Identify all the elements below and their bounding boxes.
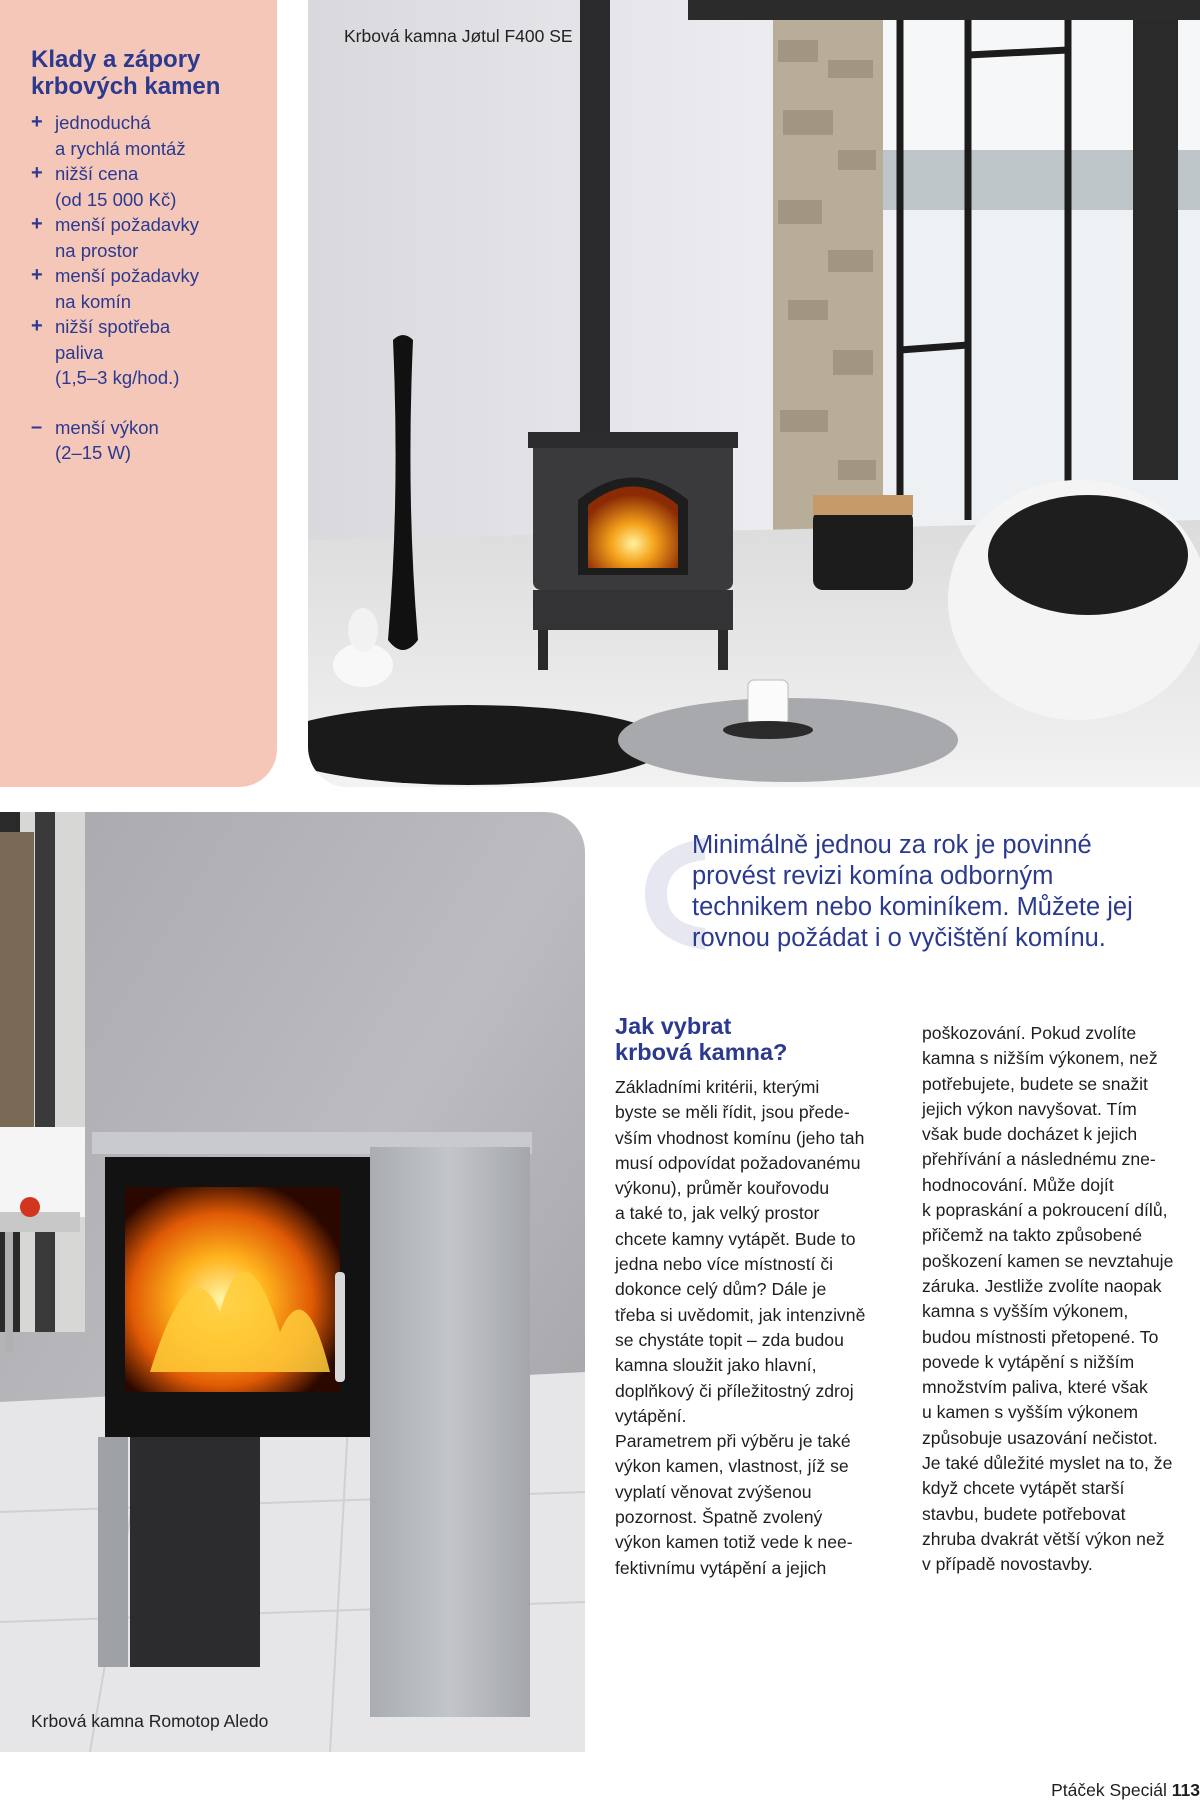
pro-line: (od 15 000 Kč) (55, 188, 177, 210)
article-line: vyplatí věnovat zvýšenou (615, 1481, 812, 1502)
article-line: byste se měli řídit, jsou přede- (615, 1102, 850, 1123)
article-column-1 (615, 1013, 905, 1581)
article-line: výkon kamen totiž vede k nee- (615, 1532, 853, 1553)
article-line: v případě novostavby. (922, 1554, 1093, 1575)
photo-romotop-stove (0, 812, 585, 1752)
pro-item (31, 212, 257, 263)
article-line: poškozování. Pokud zvolíte (922, 1023, 1137, 1043)
pros-list (31, 110, 257, 391)
pro-line: nižší spotřeba (55, 316, 171, 337)
article-line: výkonu), průměr kouřovodu (615, 1178, 830, 1199)
article-line: jedna nebo více místností či (615, 1254, 834, 1275)
plus-icon: + (31, 162, 43, 184)
con-item (31, 415, 257, 466)
quote-line: Minimálně jednou za rok je povinné (692, 831, 1092, 859)
sidebar-title-line1: Klady a zápory (31, 46, 201, 73)
article-line: poškození kamen se nevztahuje (922, 1250, 1174, 1271)
pro-line: (1,5–3 kg/hod.) (55, 367, 180, 388)
plus-icon: + (31, 264, 43, 286)
article-line: výkon kamen, vlastnost, jíž se (615, 1456, 849, 1477)
sidebar-title (31, 46, 257, 100)
quote-line: provést revizi komína odborným (692, 862, 1054, 890)
article-line: kamna s nižším výkonem, než (922, 1048, 1158, 1069)
article-line: způsobuje usazování nečistot. (922, 1427, 1158, 1448)
con-line: menší výkon (55, 416, 159, 438)
article-line: přehřívání a následnému zne- (922, 1149, 1156, 1170)
pro-line: menší požadavky (55, 265, 199, 286)
photo-jotul-stove (308, 0, 1200, 787)
article-line: vytápění. (615, 1405, 687, 1426)
article-line: u kamen s vyšším výkonem (922, 1402, 1139, 1423)
pros-cons-sidebar (0, 0, 277, 787)
romotop-illustration (0, 812, 585, 1752)
pro-line: na komín (55, 290, 132, 312)
article-line: kamna sloužit jako hlavní, (615, 1355, 817, 1376)
stove-room-illustration (308, 0, 1200, 787)
pro-line: na prostor (55, 239, 139, 261)
page-footer (1051, 1780, 1200, 1801)
pro-item (31, 110, 257, 161)
article-line: pozornost. Špatně zvolený (615, 1507, 823, 1528)
article-line: třeba si uvědomit, jak intenzivně (615, 1304, 866, 1325)
article-line: fektivnímu vytápění a jejich (615, 1557, 827, 1578)
article-text-col1 (615, 1075, 905, 1581)
article-title-line1: Jak vybrat (615, 1013, 732, 1039)
quote-line: rovnou požádat i o vyčištění komínu. (692, 924, 1106, 952)
pro-item (31, 161, 257, 212)
photo2-caption: Krbová kamna Romotop Aledo (31, 1711, 269, 1731)
article-line: jejich výkon navyšovat. Tím (922, 1098, 1137, 1119)
pull-quote (692, 830, 1192, 954)
article-line: dokonce celý dům? Dále je (615, 1279, 827, 1300)
sidebar-title-line2: krbových kamen (31, 73, 221, 100)
article-line: musí odpovídat požadovanému (615, 1152, 861, 1173)
article-line: přičemž na takto způsobené (922, 1225, 1143, 1246)
article-line: Je také důležité myslet na to, že (922, 1453, 1173, 1474)
article-line: se chystáte topit – zda budou (615, 1329, 844, 1350)
article-line: kamna s vyšším výkonem, (922, 1301, 1129, 1322)
pro-line: menší požadavky (55, 214, 199, 235)
minus-icon: – (31, 415, 43, 438)
article-line: Parametrem při výběru je také (615, 1431, 851, 1452)
article-line: chcete kamny vytápět. Bude to (615, 1228, 856, 1249)
article-line: však bude docházet k jejich (922, 1124, 1138, 1145)
article-line: záruka. Jestliže zvolíte naopak (922, 1275, 1162, 1296)
plus-icon: + (31, 111, 43, 133)
article-line: hodnocování. Může dojít (922, 1174, 1114, 1195)
plus-icon: + (31, 315, 43, 337)
article-line: k popraskání a pokroucení dílů, (922, 1200, 1168, 1221)
pro-line: a rychlá montáž (55, 137, 186, 159)
article-column-2 (922, 1021, 1200, 1578)
quote-line: technikem nebo kominíkem. Můžete jej (692, 893, 1133, 921)
pro-line: nižší cena (55, 163, 139, 184)
page-number: 113 (1171, 1780, 1200, 1800)
article-line: když chcete vytápět starší (922, 1478, 1125, 1499)
article-line: budou místnosti přetopené. To (922, 1326, 1159, 1347)
article-text-col2 (922, 1021, 1200, 1578)
pro-line: jednoduchá (55, 112, 151, 133)
plus-icon: + (31, 213, 43, 235)
publication-name: Ptáček Speciál (1051, 1780, 1167, 1800)
article-line: množstvím paliva, které však (922, 1377, 1148, 1398)
article-line: doplňkový či příležitostný zdroj (615, 1380, 854, 1401)
pro-item (31, 263, 257, 314)
article-title-line2: krbová kamna? (615, 1039, 788, 1065)
cons-list (31, 415, 257, 466)
article-title (615, 1013, 905, 1065)
photo1-caption: Krbová kamna Jøtul F400 SE (344, 26, 573, 46)
article-line: Základními kritérii, kterými (615, 1077, 820, 1097)
con-line: (2–15 W) (55, 442, 132, 463)
article-line: zhruba dvakrát větší výkon než (922, 1528, 1165, 1549)
article-line: a také to, jak velký prostor (615, 1203, 820, 1224)
article-line: potřebujete, budete se snažit (922, 1073, 1148, 1094)
article-line: stavbu, budete potřebovat (922, 1503, 1126, 1524)
article-line: povede k vytápění s nižším (922, 1351, 1135, 1372)
article-line: vším vhodnost komínu (jeho tah (615, 1127, 865, 1148)
pro-item (31, 314, 257, 391)
pro-line: paliva (55, 341, 104, 363)
